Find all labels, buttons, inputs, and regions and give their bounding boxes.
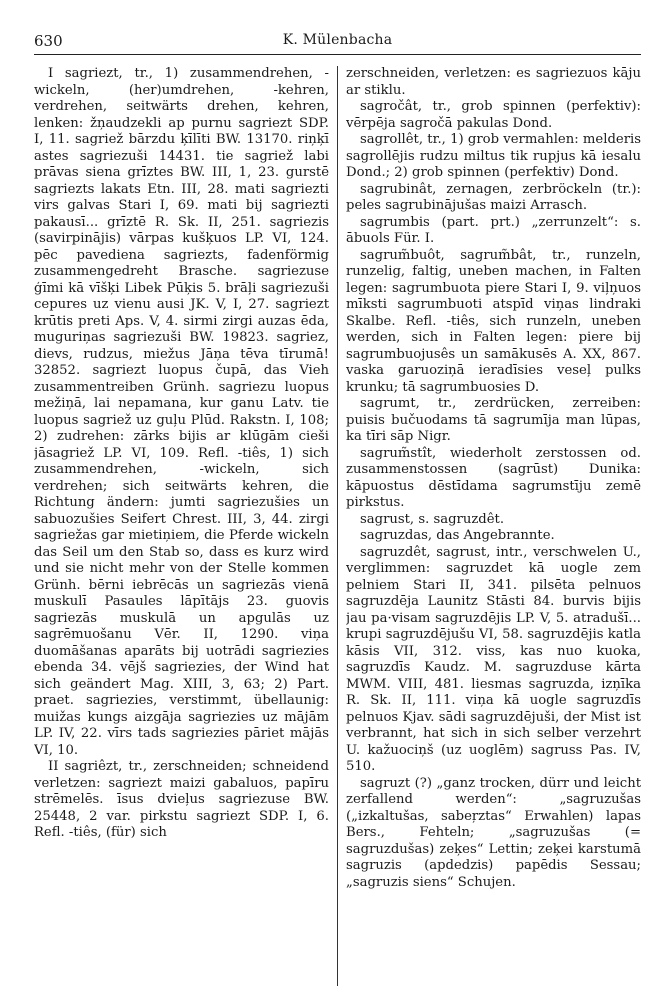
entry-i-sagriezt: I sagriezt, tr., 1) zusammendrehen, -wickeln, (her)umdrehen, -kehren, verdrehen, seitwärts drehen, kehren, lenken: žņaudzekli ap purnu sagriezt SDP. I, 11. sagriež bārzdu ķīlīti BW. 13170. riņķī astes sagriezuši 14431. tie sagriež labi prāvas siena grīztes BW. III, 1, 23. gurstē sagriezts lakats Etn. III, 28. mati sagriezti virs galvas Stari I, 69. mati bij sagriezti pakausī... grīztē R. Sk. II, 251. sagriezis (savirpinājis) vārpas kušķuos LP. VI, 124. pēc pavediena sagriezts, fadenförmig zusammengedreht Brasche. sagriezuse ģīmi kā vīšķi Libek Pūķis 5. brāļi sagriezuši cepures uz vienu ausi JK. V, I, 27. sagriezt krūtis preti Aps. V, 4. sirmi zirgi auzas ēda, muguriņas sagriezuši BW. 19823. sagriez, dievs, rudzus, miežus Jāņa tēva tīrumā! 32852. sagriezt luopus čupā, das Vieh zusammentreiben Grünh. sagriezu luopus mežiņā, lai nepamana, kur ganu Latv. tie luopus sagriež uz guļu Plūd. Rakstn. I, 108; 2) zudrehen: zārks bijis ar klūgām cieši jāsagriež LP. VI, 109. Refl. -tiês, 1) sich zusammendrehen, -wickeln, sich verdrehen; sich seitwärts kehren, die Richtung ändern: jumti sagriezušies un sabuozušies Seifert Chrest. III, 3, 44. zirgi sagriežas gar mietiņiem, die Pferde wickeln das Seil um den Stab so, dass es kurz wird und sie nicht mehr von der Stelle kommen Grünh. bērni iebrēcās un sagriezās vienā muskulī Pasaules lāpītājs 23. guovis sagriezās muskulā un apgulās uz sagrēmuošanu Vēr. II, 1290. viņa duomāšanas aparāts bij uotrādi sagriezies ebenda 34. vējš sagriezies, der Wind hat sich geändert Mag. XIII, 3, 63; 2) Part. praet. sagriezies, verstimmt, übellaunig: muižas kungs aizgāja sagriezies uz mājām LP. IV, 22. vīrs tads sagriezies pāriet mājās VI, 10. (34, 66, 329, 758)
entry-sagrumt: sagrumt, tr., zerdrücken, zerreiben: puisis bučuodams tā sagrumīja man lūpas, ka tīri sāp Nigr. (346, 396, 641, 444)
column-rule (337, 66, 338, 986)
page-number: 630 (34, 32, 63, 50)
entry-sagrumbis: sagrumbis (part. prt.) „zerrunzelt“: s. ābuols Für. I. (346, 214, 641, 246)
entry-sagrubinat: sagrubinât, zernagen, zerbröckeln (tr.): peles sagrubinājušas maizi Arrasch. (346, 181, 641, 213)
right-column (346, 66, 641, 986)
entry-sagrollet: sagrollêt, tr., 1) grob vermahlen: melderis sagrollējis rudzu miltus tik rupjus kā iesalu Dond.; 2) grob spinnen (perfektiv) Dond. (346, 132, 641, 180)
entry-ii-sagriezt: II sagriêzt, tr., zerschneiden; schneidend verletzen: sagriezt maizi gabaluos, papīru strēmelēs. īsus dvieļus sagriezuse BW. 25448, 2 var. pirkstu sagriezt SDP. I, 6. Refl. -tiês, (für) sich (34, 759, 329, 840)
entry-sagrumbuot: sagrum̃buôt, sagrum̃bât, tr., runzeln, runzelig, faltig, uneben machen, in Falten legen: sagrumbuota piere Stari I, 9. viļņuos mīksti sagrumbuoti atspīd viņas lindraki Skalbe. Refl. -tiês, sich runzeln, uneben werden, sich in Falten legen: piere bij sagrumbuojusês un samākusēs A. XX, 867. vaska garuoziņā ieradīsies veseļ pulks krunku; tā sagrumbuosies D. (346, 247, 641, 395)
entry-sagrust: sagrust, s. sagruzdêt. (360, 511, 505, 527)
left-column (34, 66, 329, 986)
entry-sagruzt: sagruzt (?) „ganz trocken, dürr und leicht zerfallend werden“: „sagruzušas („izkaltušas, sabeŗztas“ Erwahlen) lapas Bers., Fehteln; „sagruzušas (= sagruzdušas) zeķes“ Lettin; zeķei karstumā sagruzis (apdedzis) papēdis Sessau; „sagruzis siens“ Schujen. (346, 775, 641, 890)
entry-continuation: zerschneiden, verletzen: es sagriezuos kāju ar stiklu. (346, 66, 641, 98)
page-header (34, 30, 641, 56)
dictionary-columns (34, 66, 643, 986)
entry-sagrumstit: sagrum̃stît, wiederholt zerstossen od. zusammenstossen (sagrūst) Dunika: kāpuostus dēstīdama sagrumstīju zemē pirkstus. (346, 445, 641, 510)
entry-sagruzdet: sagruzdêt, sagrust, intr., verschwelen U., verglimmen: sagruzdet kā uogle zem pelniem Stari II, 341. pilsēta pelnuos sagruzdēja Launitz Stāsti 84. burvis bijis jau pa·visam sagruzdējis LP. V, 5. atradušī... krupi sagruzdējušu VI, 58. sagruzdējis katla kāsis VII, 312. viss, kas nuo kuoka, sagruzdīs Kaudz. M. sagruzduse kārta MWM. VIII, 481. liesmas sagruzda, izņīka R. Sk. II, 111. viņa kā uogle sagruzdīs pelnuos Kjav. sādi sagruzdējuši, der Mist ist verbrannt, hat sich in sich selber verzehrt U. kažuociņš (uz uoglēm) sagruss Pas. IV, 510. (346, 544, 641, 774)
header-rule (34, 54, 641, 55)
running-title: K. Mülenbacha (282, 32, 393, 48)
entry-sagruzdas: sagruzdas, das Angebrannte. (360, 528, 555, 543)
entry-sagrocat: sagročât, tr., grob spinnen (perfektiv): vērpēja sagročā pakulas Dond. (346, 99, 641, 131)
